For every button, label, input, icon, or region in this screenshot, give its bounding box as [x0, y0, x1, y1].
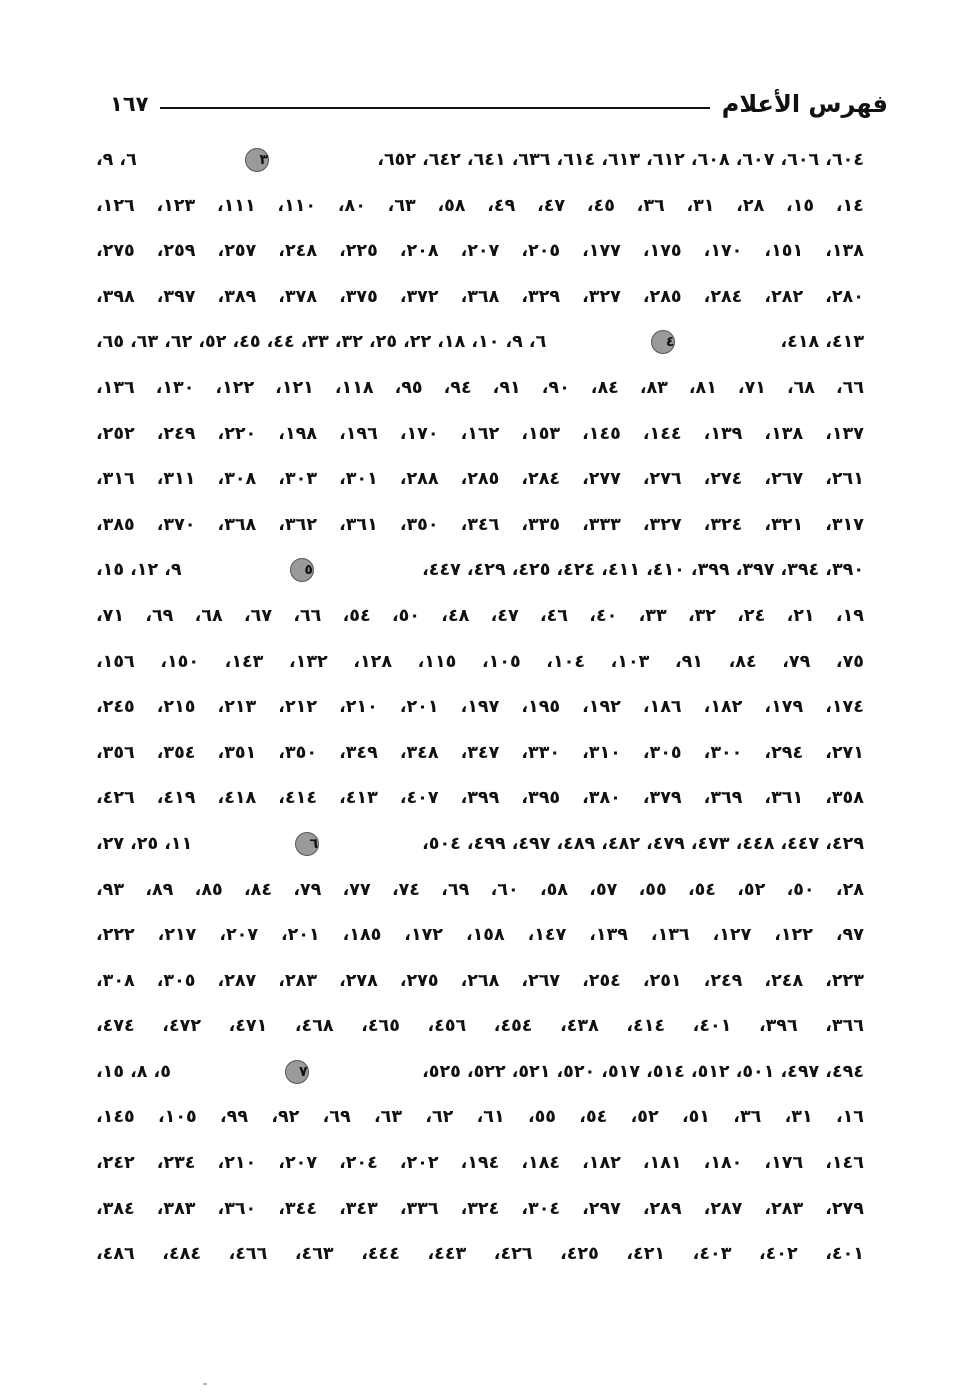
line-text-end: ١١، ٢٥، ٢٧، — [96, 833, 193, 854]
index-line: ٢٢٣، ٢٤٨، ٢٤٩، ٢٥١، ٢٥٤، ٢٦٧، ٢٦٨، ٢٧٥، ٢٧٨، ٢٨٣، ٢٨٧، ٣٠٥، ٣٠٨، — [96, 970, 864, 991]
index-line — [96, 138, 864, 184]
running-header — [110, 82, 888, 126]
index-line: ١٣٧، ١٣٨، ١٣٩، ١٤٤، ١٤٥، ١٥٣، ١٦٢، ١٧٠، ١٩٦، ١٩٨، ٢٢٠، ٢٤٩، ٢٥٢، — [96, 423, 864, 444]
index-line: ٧٥، ٧٩، ٨٤، ٩١، ١٠٣، ١٠٤، ١٠٥، ١١٥، ١٢٨، ١٣٢، ١٤٣، ١٥٠، ١٥٦، — [96, 651, 864, 672]
index-body — [96, 138, 864, 1278]
line-text-start: ٤٢٩، ٤٤٧، ٤٤٨، ٤٧٣، ٤٧٩، ٤٨٢، ٤٨٩، ٤٩٧، ٤٩٩، ٥٠٤، — [422, 833, 864, 854]
index-line: ٣١٧، ٣٢١، ٣٢٤، ٣٢٧، ٣٣٣، ٣٣٥، ٣٤٦، ٣٥٠، ٣٦١، ٣٦٢، ٣٦٨، ٣٧٠، ٣٨٥، — [96, 514, 864, 535]
index-line — [96, 548, 864, 594]
header-title: فهرس الأعلام — [721, 90, 888, 118]
index-line: ١٦، ٣١، ٣٦، ٥١، ٥٢، ٥٤، ٥٥، ٦١، ٦٢، ٦٣، ٦٩، ٩٢، ٩٩، ١٠٥، ١٤٥، — [96, 1107, 864, 1128]
index-line: ٢٨، ٥٠، ٥٢، ٥٤، ٥٥، ٥٧، ٥٨، ٦٠، ٦٩، ٧٤، ٧٧، ٧٩، ٨٤، ٨٥، ٨٩، ٩٣، — [96, 879, 864, 900]
index-line — [96, 320, 864, 366]
section-badge: ٥ — [290, 558, 314, 582]
section-badge: ٧ — [285, 1060, 309, 1084]
index-line — [96, 1050, 864, 1096]
line-text-end: ٦، ٩، — [96, 150, 137, 170]
line-text-start: ٦٠٤، ٦٠٦، ٦٠٧، ٦٠٨، ٦١٢، ٦١٣، ٦١٤، ٦٣٦، ٦٤١، ٦٤٢، ٦٥٢، — [377, 150, 864, 170]
section-badge: ٤ — [651, 330, 675, 354]
index-line: ١٧٤، ١٧٩، ١٨٢، ١٨٦، ١٩٢، ١٩٥، ١٩٧، ٢٠١، ٢١٠، ٢١٢، ٢١٣، ٢١٥، ٢٤٥، — [96, 697, 864, 718]
index-line: ٩٧، ١٢٢، ١٢٧، ١٣٦، ١٣٩، ١٤٧، ١٥٨، ١٧٢، ١٨٥، ٢٠١، ٢٠٧، ٢١٧، ٢٢٢، — [96, 925, 864, 946]
header-rule — [160, 107, 709, 109]
scan-speck — [203, 1383, 207, 1385]
index-line: ٢٧٩، ٢٨٣، ٢٨٧، ٢٨٩، ٢٩٧، ٣٠٤، ٣٢٤، ٣٣٦، ٣٤٣، ٣٤٤، ٣٦٠، ٣٨٣، ٣٨٤، — [96, 1198, 864, 1219]
index-line: ٤٠١، ٤٠٢، ٤٠٣، ٤٢١، ٤٢٥، ٤٢٦، ٤٤٣، ٤٤٤، ٤٦٣، ٤٦٦، ٤٨٤، ٤٨٦، — [96, 1244, 864, 1265]
line-text-end: ٦، ٩، ١٠، ١٨، ٢٢، ٢٥، ٣٢، ٣٣، ٤٤، ٤٥، ٥٢، ٦٢، ٦٣، ٦٥، — [96, 332, 547, 353]
index-line: ٣٦٦، ٣٩٦، ٤٠١، ٤١٤، ٤٣٨، ٤٥٤، ٤٥٦، ٤٦٥، ٤٦٨، ٤٧١، ٤٧٢، ٤٧٤، — [96, 1016, 864, 1037]
line-text-start: ٤١٣، ٤١٨، — [780, 332, 864, 353]
page-number: ١٦٧ — [110, 92, 149, 116]
index-line: ١٩، ٢١، ٢٤، ٣٢، ٣٣، ٤٠، ٤٦، ٤٧، ٤٨، ٥٠، ٥٤، ٦٦، ٦٧، ٦٨، ٦٩، ٧١، — [96, 605, 864, 626]
index-line — [96, 822, 864, 868]
index-line: ٣٥٨، ٣٦١، ٣٦٩، ٣٧٩، ٣٨٠، ٣٩٥، ٣٩٩، ٤٠٧، ٤١٣، ٤١٤، ٤١٨، ٤١٩، ٤٢٦، — [96, 788, 864, 809]
section-badge: ٣ — [245, 148, 269, 172]
line-text-end: ٩، ١٢، ١٥، — [96, 560, 182, 581]
line-text-start: ٣٩٠، ٣٩٤، ٣٩٧، ٣٩٩، ٤١٠، ٤١١، ٤٢٤، ٤٢٥، ٤٢٩، ٤٤٧، — [422, 560, 864, 581]
index-line: ٢٨٠، ٢٨٢، ٢٨٤، ٢٨٥، ٣٢٧، ٣٢٩، ٣٦٨، ٣٧٢، ٣٧٥، ٣٧٨، ٣٨٩، ٣٩٧، ٣٩٨، — [96, 286, 864, 307]
index-line: ٢٧١، ٢٩٤، ٣٠٠، ٣٠٥، ٣١٠، ٣٣٠، ٣٤٧، ٣٤٨، ٣٤٩، ٣٥٠، ٣٥١، ٣٥٤، ٣٥٦، — [96, 742, 864, 763]
index-line: ١٤، ١٥، ٢٨، ٣١، ٣٦، ٤٥، ٤٧، ٤٩، ٥٨، ٦٣، ٨٠، ١١٠، ١١١، ١٢٣، ١٢٦، — [96, 195, 864, 216]
index-line: ١٤٦، ١٧٦، ١٨٠، ١٨١، ١٨٢، ١٨٤، ١٩٤، ٢٠٢، ٢٠٤، ٢٠٧، ٢١٠، ٢٣٤، ٢٤٢، — [96, 1153, 864, 1174]
line-text-start: ٤٩٤، ٤٩٧، ٥٠١، ٥١٢، ٥١٤، ٥١٧، ٥٢٠، ٥٢١، ٥٢٢، ٥٢٥، — [422, 1061, 864, 1082]
index-line: ٢٦١، ٢٦٧، ٢٧٤، ٢٧٦، ٢٧٧، ٢٨٤، ٢٨٥، ٢٨٨، ٣٠١، ٣٠٣، ٣٠٨، ٣١١، ٣١٦، — [96, 469, 864, 490]
section-badge: ٦ — [295, 832, 319, 856]
index-line: ١٣٨، ١٥١، ١٧٠، ١٧٥، ١٧٧، ٢٠٥، ٢٠٧، ٢٠٨، ٢٢٥، ٢٤٨، ٢٥٧، ٢٥٩، ٢٧٥، — [96, 241, 864, 262]
line-text-end: ٥، ٨، ١٥، — [96, 1061, 171, 1082]
index-line: ٦٦، ٦٨، ٧١، ٨١، ٨٣، ٨٤، ٩٠، ٩١، ٩٤، ٩٥، ١١٨، ١٢١، ١٢٢، ١٣٠، ١٣٦، — [96, 377, 864, 398]
